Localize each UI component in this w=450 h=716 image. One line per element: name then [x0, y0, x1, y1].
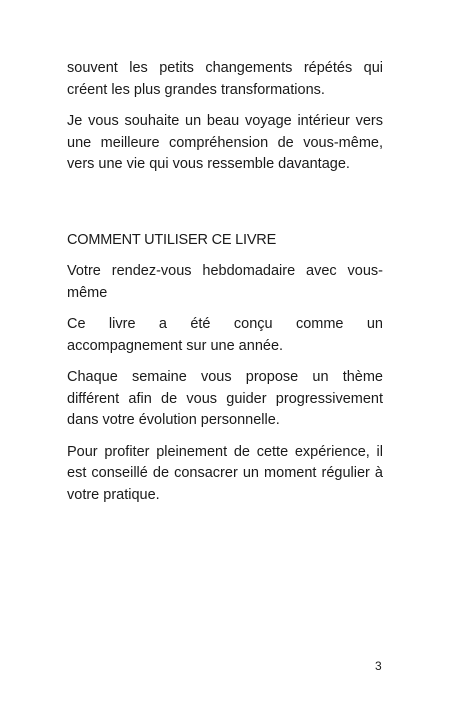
page-number: 3: [375, 659, 382, 673]
intro-paragraph-1: souvent les petits changements répétés qui créent les plus grandes transformations.: [67, 60, 383, 98]
intro-paragraph-2: Je vous souhaite un beau voyage intérieur vers une meilleure compréhension de vous-même, vers une vie qui vous ressemble davantage.: [67, 113, 383, 172]
section-paragraph-4: Pour profiter pleinement de cette expérience, il est conseillé de consacrer un moment régulier à votre pratique.: [67, 443, 383, 503]
section-paragraph-1: Votre rendez-vous hebdomadaire avec vous-même: [67, 263, 383, 301]
section-heading: COMMENT UTILISER CE LIVRE: [67, 231, 277, 248]
section-paragraph-3: Chaque semaine vous propose un thème différent afin de vous guider progressivement dans votre évolution personnelle.: [67, 369, 383, 428]
section-paragraph-2: Ce livre a été conçu comme un accompagnement sur une année.: [67, 316, 383, 354]
page-content: [67, 58, 383, 516]
section-spacer: [67, 186, 383, 230]
